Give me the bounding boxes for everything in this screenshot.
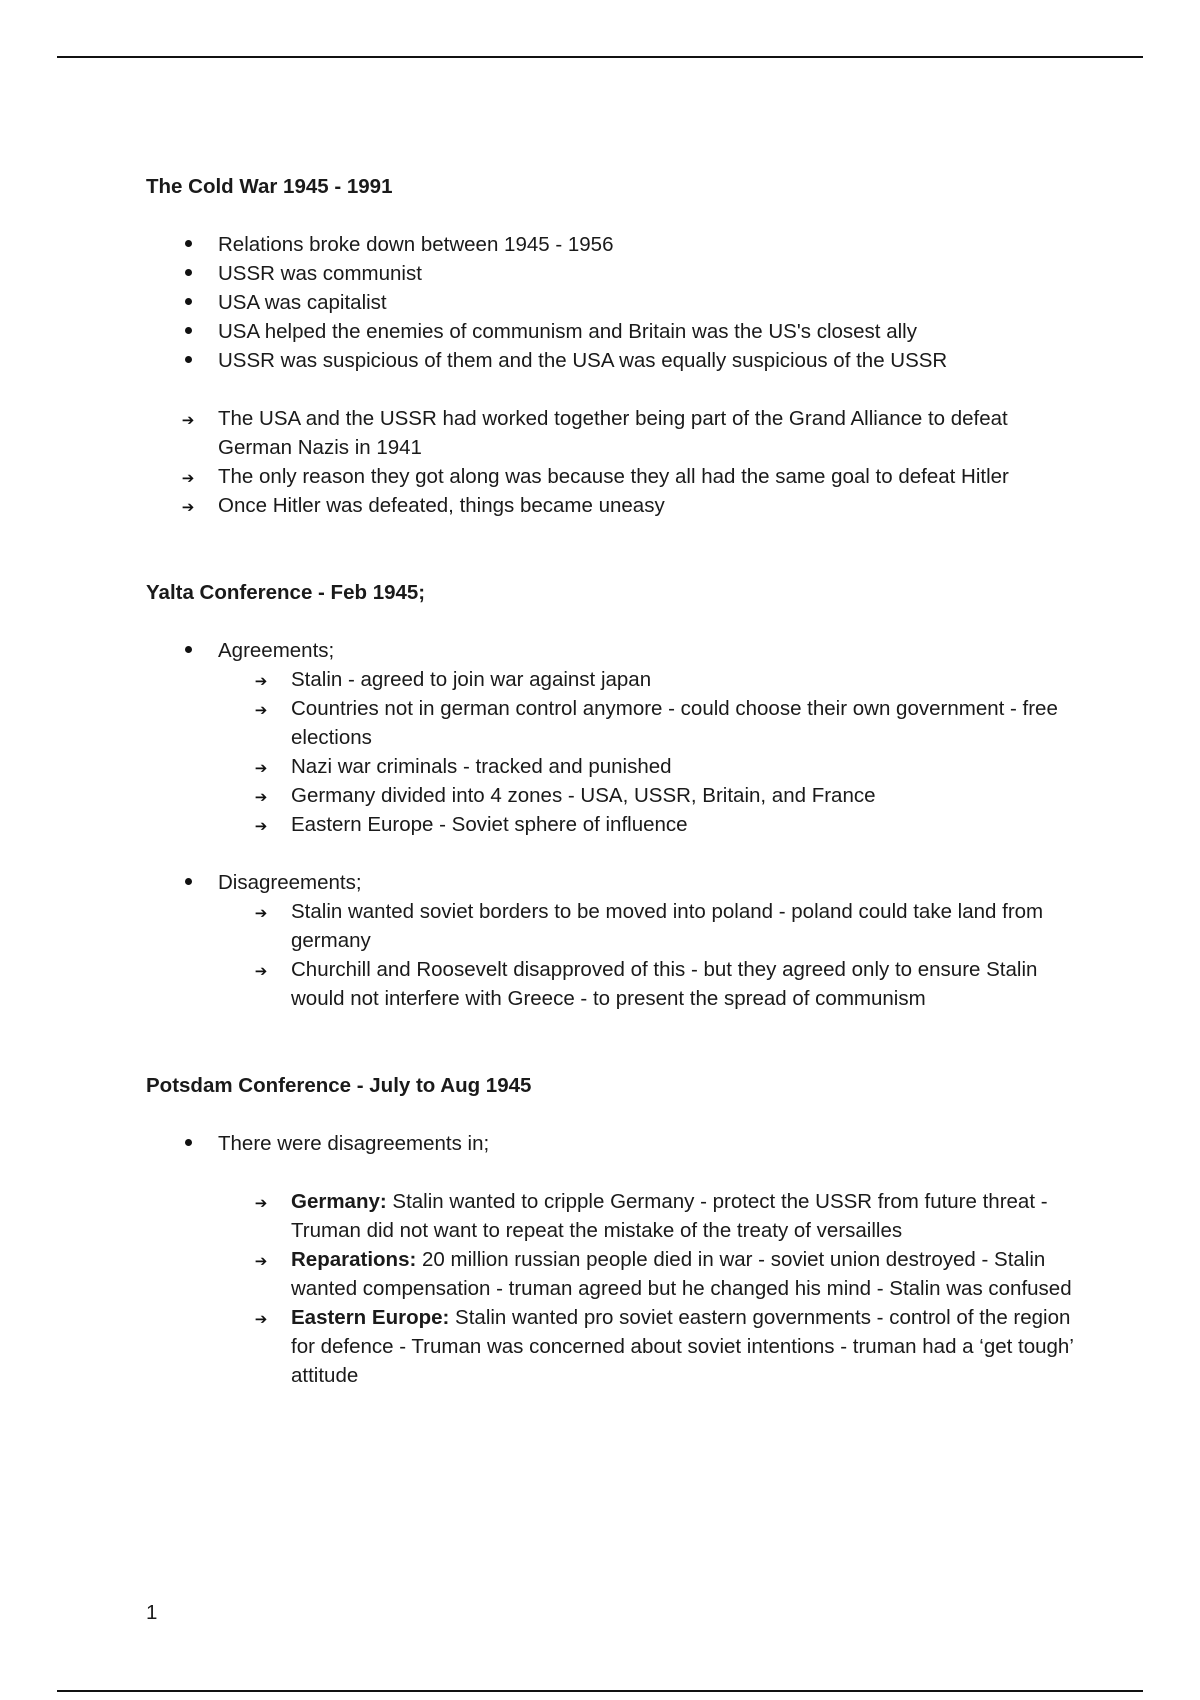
bullet-icon	[178, 636, 198, 665]
bullet-icon	[178, 346, 198, 375]
yalta-disagreements-list	[146, 868, 1076, 1013]
bullet-icon	[178, 868, 198, 897]
list-item: ➔ Nazi war criminals - tracked and punished	[146, 752, 1076, 781]
arrow-icon	[251, 897, 271, 928]
list-item: ➔ Eastern Europe: Stalin wanted pro soviet eastern governments - control of the region for defence - Truman was concerned about soviet intentions - truman had a ‘get tough’ attitude	[146, 1303, 1076, 1390]
cold-war-bullet-list	[146, 230, 1076, 375]
arrow-icon	[251, 694, 271, 725]
list-item: Agreements;	[146, 636, 1076, 665]
list-item: ➔ Germany: Stalin wanted to cripple Germany - protect the USSR from future threat - Truman did not want to repeat the mistake of the treaty of versailles	[146, 1187, 1076, 1245]
list-item: ➔ The USA and the USSR had worked together being part of the Grand Alliance to defeat German Nazis in 1941	[146, 404, 1076, 462]
arrow-icon	[251, 955, 271, 986]
list-item: ➔ Stalin - agreed to join war against japan	[146, 665, 1076, 694]
bullet-icon	[178, 317, 198, 346]
section-title-cold-war: The Cold War 1945 - 1991	[146, 175, 393, 198]
footer-rule	[57, 1690, 1143, 1692]
bullet-icon	[178, 259, 198, 288]
document-body	[146, 172, 1076, 1390]
arrow-icon	[251, 752, 271, 783]
bullet-icon	[178, 288, 198, 317]
list-item: Relations broke down between 1945 - 1956	[146, 230, 1076, 259]
list-item: ➔ Reparations: 20 million russian people died in war - soviet union destroyed - Stalin wanted compensation - truman agreed but he changed his mind - Stalin was confused	[146, 1245, 1076, 1303]
arrow-icon	[178, 462, 198, 493]
potsdam-list	[146, 1129, 1076, 1158]
list-item: USA was capitalist	[146, 288, 1076, 317]
arrow-icon	[251, 665, 271, 696]
list-item: ➔ Once Hitler was defeated, things became uneasy	[146, 491, 1076, 520]
cold-war-arrow-list	[146, 404, 1076, 520]
bullet-icon	[178, 1129, 198, 1158]
page-number: 1	[146, 1601, 158, 1624]
list-item: USSR was communist	[146, 259, 1076, 288]
arrow-icon	[251, 781, 271, 812]
list-item: Disagreements;	[146, 868, 1076, 897]
header-rule	[57, 56, 1143, 58]
arrow-icon	[251, 1303, 271, 1334]
section-title-yalta: Yalta Conference - Feb 1945;	[146, 581, 426, 604]
list-item: ➔ Eastern Europe - Soviet sphere of influence	[146, 810, 1076, 839]
list-item: ➔ Countries not in german control anymore - could choose their own government - free elections	[146, 694, 1076, 752]
arrow-icon	[178, 404, 198, 435]
list-item: ➔ Churchill and Roosevelt disapproved of this - but they agreed only to ensure Stalin would not interfere with Greece - to present the spread of communism	[146, 955, 1076, 1013]
arrow-icon	[178, 491, 198, 522]
arrow-icon	[251, 1187, 271, 1218]
yalta-agreements-list	[146, 636, 1076, 839]
potsdam-disagreements-list	[146, 1187, 1076, 1390]
arrow-icon	[251, 810, 271, 841]
list-item: USA helped the enemies of communism and Britain was the US's closest ally	[146, 317, 1076, 346]
section-title-potsdam: Potsdam Conference - July to Aug 1945	[146, 1074, 532, 1097]
list-item: USSR was suspicious of them and the USA was equally suspicious of the USSR	[146, 346, 1076, 375]
list-item: ➔ Germany divided into 4 zones - USA, USSR, Britain, and France	[146, 781, 1076, 810]
bullet-icon	[178, 230, 198, 259]
list-item: ➔ Stalin wanted soviet borders to be moved into poland - poland could take land from germany	[146, 897, 1076, 955]
arrow-icon	[251, 1245, 271, 1276]
list-item: ➔ The only reason they got along was because they all had the same goal to defeat Hitler	[146, 462, 1076, 491]
list-item: There were disagreements in;	[146, 1129, 1076, 1158]
